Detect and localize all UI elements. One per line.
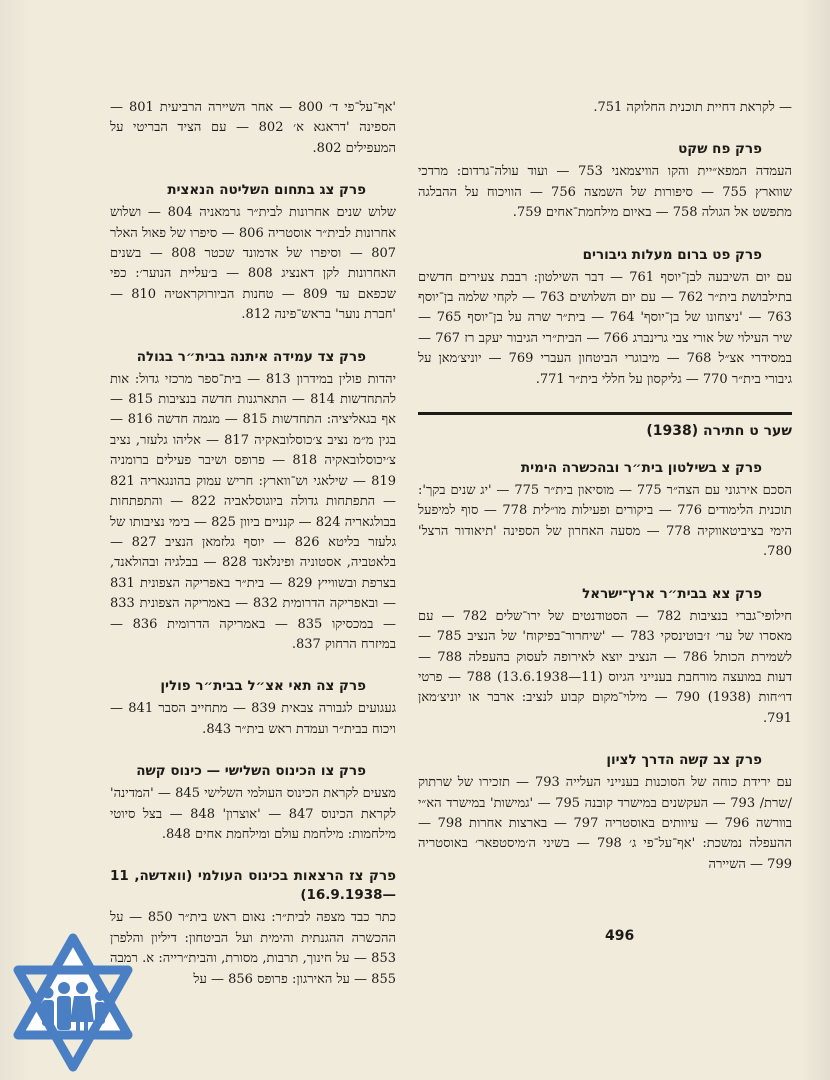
chapter-text: כתר כבד מצפה לבית״ר: נאום ראש בית״ר 850 — על ההכשרה ההגנתית והימית ועל הביטחון: דיליון והלפרן 853 — על חינוך, תרבות, מסורת, והבית״רייה: א. רמבה 855 — על האירגון: פרופס 856 — על (110, 910, 397, 987)
chapter-91 (418, 585, 792, 729)
page-number: 496 (605, 928, 635, 944)
chapter-text: עם ירידת כוחה של הסוכנות בענייני העלייה 793 — תזכירו של שרתוק /שרת/ 793 — העקשנים במישרד קובנה 795 — 'גמישות' במישרד הא״י בוורשה 796 — עיוותים באוסטריה 797 — בארצות אחרות 798 — ההעפלה נמשכת: 'אף־על־פי ג׳ 798 — בשיני ה׳מיסטפאר׳ באוסטריה 799 — השיירה (418, 775, 792, 872)
right-column-intro: — לקראת דחיית תוכנית החלוקה 751. (593, 100, 792, 115)
chapter-text: הסכם אירגוני עם הצה״ר 775 — מוסיאון בית״ר 775 — 'יג שנים בקך': תוכנית הלימודים 776 — ביקורים ופעילות מו״לית 778 — סוף למיפעל הימי בציביטאווקיה 778 — מסעה האחרון של הספינה 'תיאודור הרצל' 780. (418, 483, 792, 560)
chapter-94 (110, 348, 396, 656)
gate-title: שער ט חתירה (1938) (418, 412, 792, 441)
chapter-heading: פרק צו הכינוס השלישי — כינוס קשה (136, 763, 366, 780)
chapter-text: יהדות פולין במידרון 813 — בית־ספר מרכזי גדול: אות להתחדשות 814 — התארגנות חדשה בנציבות 815 — אף בגאליציה: התחדשות 815 — מגמה חדשה 816 — בגין מ״מ נציב צ׳כוסלובאקיה 817 — אליהו גלעזר, נציב צ׳יכוסלובאקיה 818 — פרופס ושיבר פעילים ברומניה 819 — שילאגי וש־ווארץ: חריש עמוק בהונגאריה 821 — התפתחות גדולה ביוגוסלאביה 822 — והתפתחות בבולגאריה 824 — קנניים ביוון 825 — בימי נציבותו של גלעזר בליטא 826 — יוסף גלזמאן הנציב 827 — בלאטביה, אסטוניה ופינלאנד 828 — בבלגיה ובהולאנד, בצרפת ובשווייץ 829 — בית״ר באפריקה הצפונית 831 — ובאפריקה הדרומית 832 — באמריקה הצפונית 833 — במכסיקו 835 — באמריקה הדרומית 836 — במיזרח הרחוק 837. (110, 371, 397, 652)
chapter-89 (418, 246, 792, 390)
chapter-heading: פרק צג בתחום השליטה הנאצית (167, 182, 366, 199)
chapter-text: חילופי־גברי בנציבות 782 — הסטודנטים של ירו־שלים 782 — עם מאסרו של ער׳ ז׳בוטינסקי 783 — 'שיחרור־בפיקוח' של הנציב 785 — לשמירת הכותל 786 — הנציב יוצא לאירופה לעסוק בהעפלה 788 — דעות במועצה מורחבת בענייני הגיוס (11—13.6.1938) 788 — פרטי דו״חות (1938) 790 — מילוי־מקום קבוע לנציב: ארבר או יוניצ׳מאן 791. (418, 608, 793, 726)
star-of-david-family-logo (8, 930, 138, 1075)
right-column (418, 98, 792, 897)
chapter-heading: פרק צה תאי אצ״ל בבית״ר פולין (160, 678, 366, 695)
chapter-heading: פרק צ בשילטון בית״ר ובהכשרה הימית (520, 460, 762, 477)
chapter-93 (110, 181, 396, 325)
chapter-heading: פרק צא בבית״ר ארץ־ישראל (582, 585, 762, 602)
chapter-text: שלוש שנים אחרונות לבית״ר גרמאניה 804 — ושלוש אחרונות לבית״ר אוסטריה 806 — סיפרו של פאול האלר 807 — וסיפרו של אדמונד שכטר 808 — בשנים האחרונות לקן דאנציג 808 — ב׳עליית הנוער׳: כפי שכפאם עד 809 — טחנות הביורוקראטיה 810 — 'חברת נוער' בראש־פינה 812. (110, 205, 397, 323)
chapter-text: העמדה המפא״יית והקו הוויצמאני 753 — ועוד עולה־גרדום: מרדכי שווארץ 755 — סיפורות של השמצה 756 — הוויכוח על ההבלגה מתפשט אל הגולה 758 — באיום מילחמת־אחים 759. (418, 164, 793, 221)
chapter-heading: פרק צב קשה הדרך לציון (606, 752, 762, 769)
chapter-text: געגועים לגבורה צבאית 839 — מתחייב הסבר 841 — ויכוח בבית״ר ועמדת ראש בית״ר 843. (110, 701, 396, 737)
chapter-97 (110, 867, 396, 990)
chapter-heading: פרק פט ברום מעלות גיבורים (582, 246, 762, 263)
left-column (110, 98, 396, 1012)
chapter-88 (418, 140, 792, 223)
chapter-92 (418, 751, 792, 875)
chapter-heading: פרק צד עמידה איתנה בבית״ר בגולה (136, 348, 366, 365)
chapter-heading: פרק פח שקט (678, 141, 762, 158)
left-column-intro: 'אף־על־פי ד׳ 800 — אחר השיירה הרביעית 801 — הספינה 'דראגא א׳ 802 — עם הציד הבריטי על המעפילים 802. (110, 100, 396, 156)
chapter-95 (110, 677, 396, 740)
chapter-96 (110, 762, 396, 845)
chapter-90 (418, 459, 792, 563)
chapter-heading: פרק צז הרצאות בכינוס העולמי (וואדשה, 11—16.9.1938) (110, 868, 396, 904)
chapter-text: עם יום השיבעה לבן־יוסף 761 — דבר השילטון: רבבת צעירים חדשים בתילבושת בית״ר 762 — עם יום השלושים 763 — לקחי שלמה בן־יוסף 763 — 'ניצחונו של בן־יוסף' 764 — בית״ר שרה על בן־יוסף 765 — שיר העילוי של אורי צבי גרינברג 766 — הבית״רי הגיבור יעקב רז 767 — במסידרי אצ״ל 768 — מיבוגרי הביטחון העברי 769 — יוניצ׳מאן על גיבורי בית״ר 770 — גליקסון על חללי בית״ר 771. (418, 269, 793, 387)
chapter-text: מצעים לקראת הכינוס העולמי השלישי 845 — 'המדינה' לקראת הכינוס 847 — 'אוצרון' 848 — בצל סיוטי מילחמות: מילחמת עולם ומילחמת אחים 848. (110, 786, 396, 842)
